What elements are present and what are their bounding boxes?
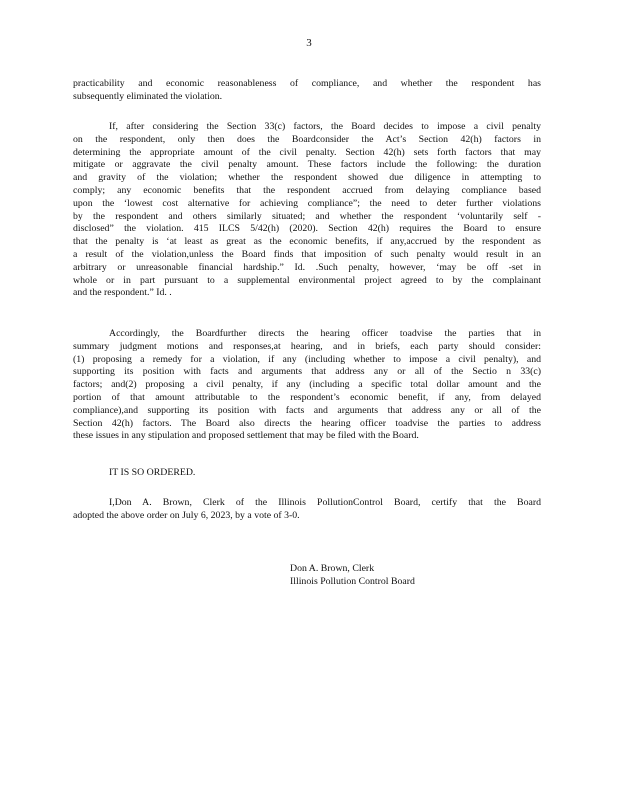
paragraph-line: determining the appropriate amount of the civil penalty. Section 42(h) sets forth factors that may <box>73 146 541 158</box>
paragraph-hearing-officer-directive <box>73 328 541 443</box>
paragraph-line: practicability and economic reasonableness of compliance, and whether the respondent has <box>73 78 541 89</box>
paragraph-compliance-factors <box>73 78 541 104</box>
paragraph-line: and gravity of the violation; whether the respondent showed due diligence in attempting to <box>73 172 541 184</box>
paragraph-line: factors; and(2) proposing a civil penalty, if any (including a specific total dollar amount and the <box>73 379 541 391</box>
paragraph-line: supporting its position with facts and arguments that address any or all of the Sectio n 33(c) <box>73 366 541 378</box>
signature-block <box>290 563 415 589</box>
paragraph-line: disclosed” the violation. 415 ILCS 5/42(h) (2020). Section 42(h) requires the Board to ensure <box>73 223 541 235</box>
certification-paragraph <box>73 497 541 523</box>
paragraph-line: subsequently eliminated the violation. <box>73 90 223 102</box>
page-number: 3 <box>306 37 312 49</box>
paragraph-line: and the respondent.” Id. . <box>73 287 172 299</box>
paragraph-line: a result of the violation,unless the Board finds that imposition of such penalty would result in an <box>73 248 541 260</box>
paragraph-line: Accordingly, the Boardfurther directs the hearing officer toadvise the parties that in <box>109 328 541 339</box>
paragraph-line: arbitrary or unreasonable financial hardship.” Id. .Such penalty, however, ‘may be off -set in <box>73 261 541 273</box>
paragraph-line: comply; any economic benefits that the respondent accrued from delaying compliance based <box>73 184 541 196</box>
paragraph-line: portion of that amount attributable to the respondent’s economic benefit, if any, from delayed <box>73 391 541 403</box>
paragraph-civil-penalty <box>73 121 541 300</box>
paragraph-line: these issues in any stipulation and proposed settlement that may be filed with the Board. <box>73 430 419 442</box>
paragraph-line: compliance),and supporting its position with facts and arguments that address any or all of the <box>73 404 541 416</box>
paragraph-line: I,Don A. Brown, Clerk of the Illinois PollutionControl Board, certify that the Board <box>109 497 541 508</box>
paragraph-line: whole or in part pursuant to a supplemental environmental project agreed to by the complainant <box>73 274 541 286</box>
paragraph-line: summary judgment motions and responses,at hearing, and in briefs, each party should consider: <box>73 340 541 352</box>
paragraph-line: upon the ‘lowest cost alternative for achieving compliance”; the need to deter further violations <box>73 197 541 209</box>
paragraph-line: adopted the above order on July 6, 2023, by a vote of 3-0. <box>73 509 300 521</box>
paragraph-line: If, after considering the Section 33(c) factors, the Board decides to impose a civil penalty <box>109 121 541 132</box>
paragraph-line: that the penalty is ‘at least as great as the economic benefits, if any,accrued by the respondent as <box>73 236 541 248</box>
paragraph-line: by the respondent and others similarly situated; and whether the respondent ‘voluntarily self - <box>73 210 541 222</box>
signature-name: Don A. Brown, Clerk <box>290 563 375 574</box>
signature-organization: Illinois Pollution Control Board <box>290 575 415 587</box>
paragraph-line: (1) proposing a remedy for a violation, if any (including whether to impose a civil penalty), and <box>73 353 541 365</box>
paragraph-line: on the respondent, only then does the Boardconsider the Act’s Section 42(h) factors in <box>73 133 541 145</box>
paragraph-line: Section 42(h) factors. The Board also directs the hearing officer toadvise the parties to address <box>73 417 541 429</box>
paragraph-line: mitigate or aggravate the civil penalty amount. These factors include the following: the duration <box>73 159 541 171</box>
it-is-so-ordered: IT IS SO ORDERED. <box>109 467 196 478</box>
